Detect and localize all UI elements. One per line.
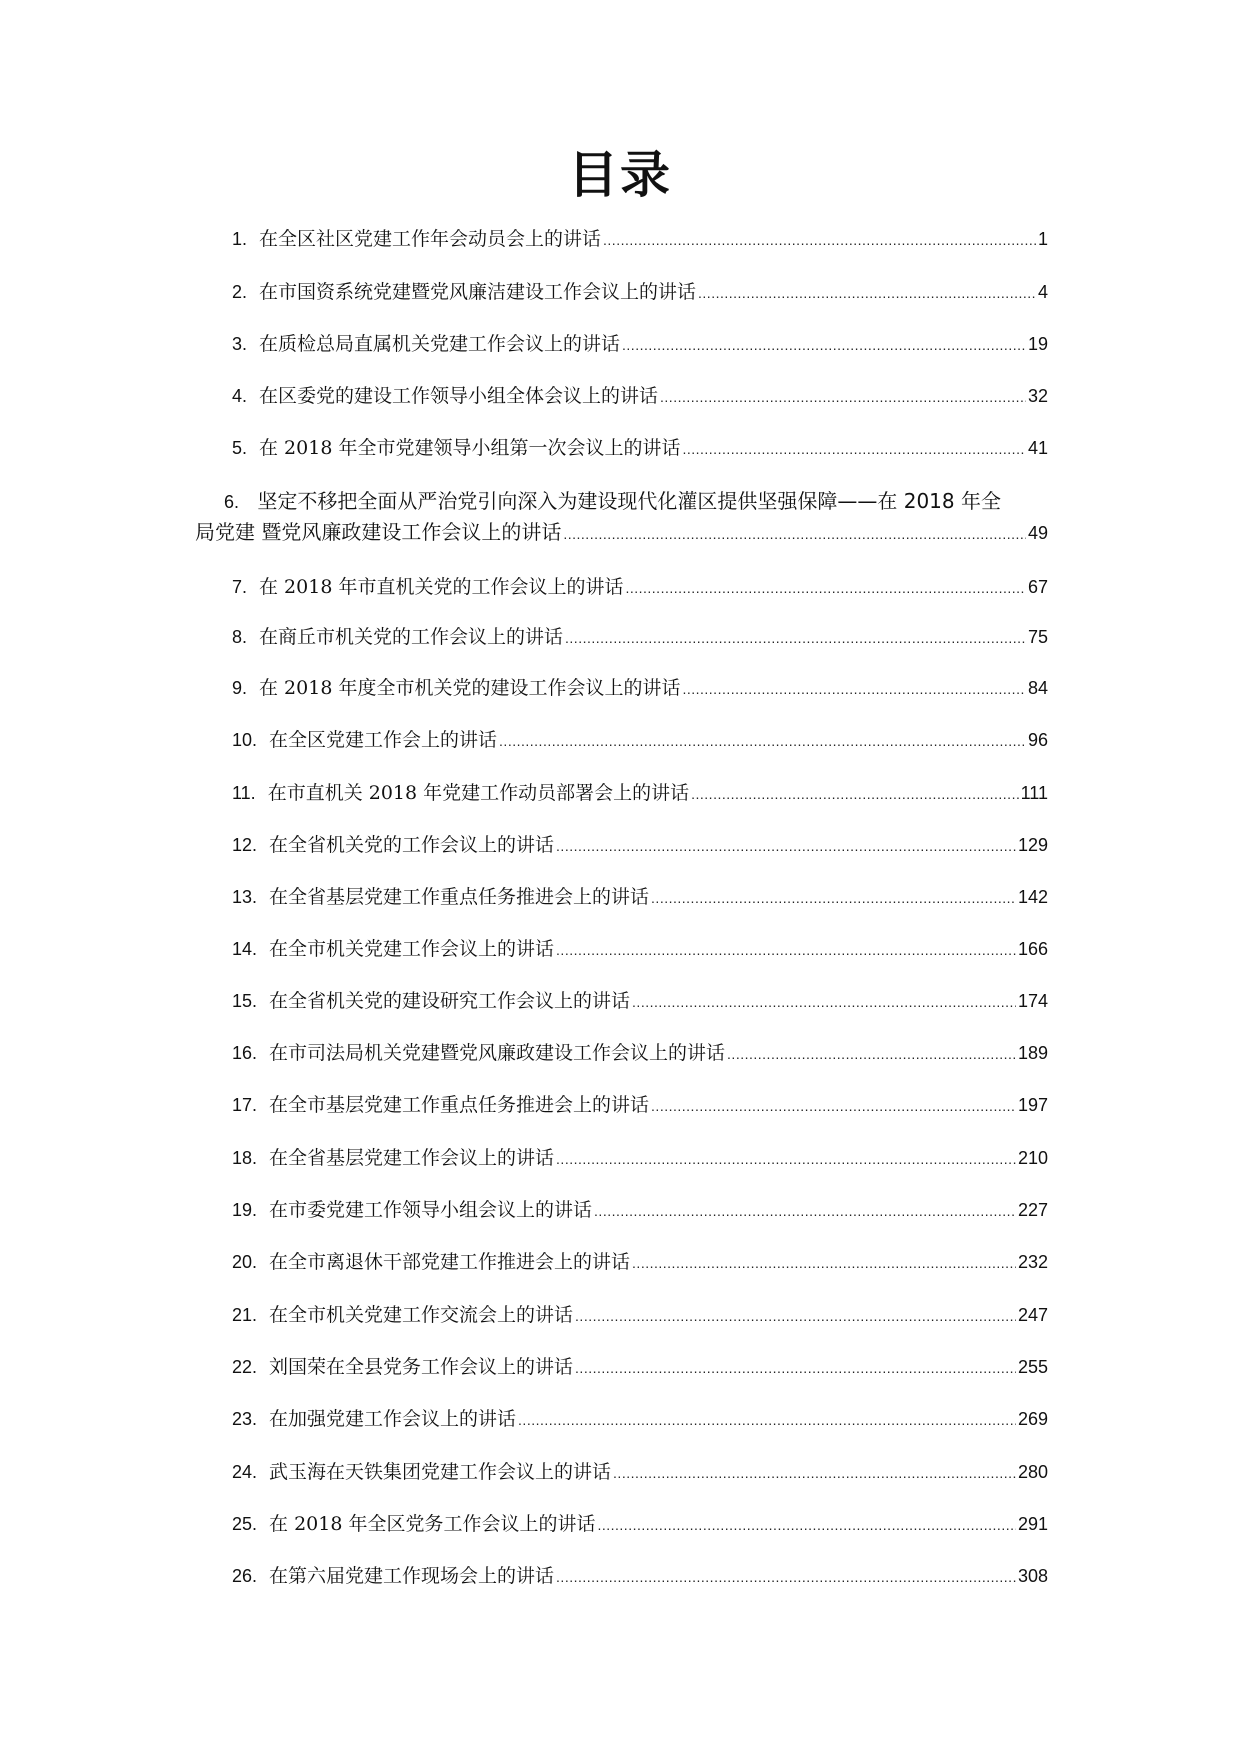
toc-entry-number: 9. (232, 678, 248, 698)
toc-entry-page: 232 (1017, 1252, 1048, 1272)
toc-entry-number: 23. (232, 1409, 258, 1429)
toc-entry-title: 武玉海在天铁集团党建工作会议上的讲话 (269, 1461, 612, 1483)
toc-leader-dots (632, 987, 1016, 1017)
toc-entry-6-line-1 (224, 486, 1001, 517)
toc-entry-20[interactable] (232, 1247, 1048, 1278)
toc-entry-title: 在全区党建工作会上的讲话 (269, 729, 498, 751)
toc-entry-22[interactable] (232, 1352, 1048, 1383)
toc-entry-title-line-2: 局党建 暨党风廉政建设工作会议上的讲话 (195, 520, 562, 544)
toc-entry-title: 在全市机关党建工作会议上的讲话 (269, 938, 555, 960)
toc-entry-number: 2. (232, 282, 248, 302)
toc-entry-10[interactable] (232, 725, 1048, 756)
toc-entry-11[interactable] (232, 778, 1048, 809)
toc-entry-number: 24. (232, 1462, 258, 1482)
toc-entry-number: 25. (232, 1514, 258, 1534)
toc-entry-page: 166 (1017, 939, 1048, 959)
toc-entry-title: 在全市基层党建工作重点任务推进会上的讲话 (269, 1094, 650, 1116)
toc-leader-dots (682, 674, 1026, 704)
toc-entry-26[interactable] (232, 1561, 1048, 1592)
toc-entry-number: 6. (224, 492, 240, 512)
toc-entry-number: 8. (232, 627, 248, 647)
toc-entry-number: 7. (232, 577, 248, 597)
toc-entry-page: 19 (1027, 334, 1048, 354)
toc-entry-16[interactable] (232, 1038, 1048, 1069)
toc-entry-title: 在市委党建工作领导小组会议上的讲话 (269, 1199, 593, 1221)
toc-leader-dots (518, 1405, 1016, 1435)
toc-entry-5[interactable] (232, 433, 1048, 464)
toc-entry-number: 15. (232, 991, 258, 1011)
toc-leader-dots (575, 1301, 1016, 1331)
toc-entry-title: 在全区社区党建工作年会动员会上的讲话 (259, 228, 602, 250)
toc-entry-23[interactable] (232, 1404, 1048, 1435)
toc-entry-number: 14. (232, 939, 258, 959)
toc-entry-page: 142 (1017, 887, 1048, 907)
toc-entry-page: 49 (1027, 523, 1048, 543)
toc-entry-number: 20. (232, 1252, 258, 1272)
toc-leader-dots (597, 1510, 1015, 1540)
toc-entry-page: 269 (1017, 1409, 1048, 1429)
toc-leader-dots (698, 278, 1036, 308)
toc-entry-number: 16. (232, 1043, 258, 1063)
toc-entry-page: 210 (1017, 1148, 1048, 1168)
toc-entry-title: 在全市机关党建工作交流会上的讲话 (269, 1304, 574, 1326)
toc-entry-title: 在 2018 年市直机关党的工作会议上的讲话 (259, 576, 624, 598)
toc-entry-title: 在全省机关党的建设研究工作会议上的讲话 (269, 990, 631, 1012)
toc-entry-number: 19. (232, 1200, 258, 1220)
toc-entry-page: 96 (1027, 730, 1048, 750)
toc-leader-dots (556, 935, 1016, 965)
toc-entry-page: 1 (1037, 229, 1048, 249)
toc-entry-page: 111 (1020, 783, 1048, 803)
toc-entry-title: 在全市离退休干部党建工作推进会上的讲话 (269, 1251, 631, 1273)
toc-entry-page: 32 (1027, 386, 1048, 406)
toc-leader-dots (565, 623, 1026, 653)
toc-entry-page: 41 (1027, 438, 1048, 458)
toc-entry-title: 在市司法局机关党建暨党风廉政建设工作会议上的讲话 (269, 1042, 726, 1064)
toc-leader-dots (625, 573, 1026, 603)
toc-leader-dots (691, 779, 1019, 809)
toc-entry-number: 3. (232, 334, 248, 354)
toc-entry-page: 291 (1017, 1514, 1048, 1534)
toc-leader-dots (660, 382, 1026, 412)
toc-entry-number: 13. (232, 887, 258, 907)
toc-entry-12[interactable] (232, 830, 1048, 861)
toc-entry-page: 174 (1017, 991, 1048, 1011)
toc-entry-number: 12. (232, 835, 258, 855)
toc-entry-page: 227 (1017, 1200, 1048, 1220)
toc-leader-dots (575, 1353, 1016, 1383)
toc-leader-dots (682, 434, 1026, 464)
toc-entry-21[interactable] (232, 1300, 1048, 1331)
toc-leader-dots (556, 831, 1016, 861)
toc-entry-number: 22. (232, 1357, 258, 1377)
toc-leader-dots (563, 519, 1026, 549)
toc-leader-dots (556, 1562, 1016, 1592)
toc-entry-page: 247 (1017, 1305, 1048, 1325)
toc-entry-number: 10. (232, 730, 258, 750)
toc-entry-title: 在 2018 年全区党务工作会议上的讲话 (269, 1513, 596, 1535)
toc-entry-4[interactable] (232, 381, 1048, 412)
toc-entry-title: 在市直机关 2018 年党建工作动员部署会上的讲话 (267, 782, 690, 804)
toc-entry-3[interactable] (232, 329, 1048, 360)
toc-entry-18[interactable] (232, 1143, 1048, 1174)
toc-entry-page: 84 (1027, 678, 1048, 698)
toc-entry-title: 在质检总局直属机关党建工作会议上的讲话 (259, 333, 621, 355)
toc-entry-number: 11. (232, 783, 256, 803)
toc-entry-2[interactable] (232, 277, 1048, 308)
toc-entry-page: 255 (1017, 1357, 1048, 1377)
toc-entry-24[interactable] (232, 1457, 1048, 1488)
toc-entry-page: 129 (1017, 835, 1048, 855)
toc-leader-dots (594, 1196, 1016, 1226)
toc-leader-dots (651, 1091, 1016, 1121)
toc-entry-number: 17. (232, 1095, 258, 1115)
toc-entry-title: 在 2018 年全市党建领导小组第一次会议上的讲话 (259, 437, 681, 459)
toc-entry-number: 5. (232, 438, 248, 458)
toc-entry-number: 4. (232, 386, 248, 406)
toc-entry-19[interactable] (232, 1195, 1048, 1226)
toc-leader-dots (603, 225, 1036, 255)
toc-entry-9[interactable] (232, 673, 1048, 704)
toc-entry-title: 在第六届党建工作现场会上的讲话 (269, 1565, 555, 1587)
toc-entry-page: 189 (1017, 1043, 1048, 1063)
toc-entry-number: 18. (232, 1148, 258, 1168)
toc-entry-25[interactable] (232, 1509, 1048, 1540)
toc-entry-title: 在加强党建工作会议上的讲话 (269, 1408, 517, 1430)
toc-entry-title: 在全省机关党的工作会议上的讲话 (269, 834, 555, 856)
toc-leader-dots (651, 883, 1016, 913)
toc-leader-dots (613, 1458, 1016, 1488)
toc-entry-title: 在商丘市机关党的工作会议上的讲话 (259, 626, 564, 648)
toc-entry-title: 在市国资系统党建暨党风廉洁建设工作会议上的讲话 (259, 281, 697, 303)
toc-entry-15[interactable] (232, 986, 1048, 1017)
toc-entry-number: 21. (232, 1305, 258, 1325)
toc-entry-page: 75 (1027, 627, 1048, 647)
toc-entry-page: 308 (1017, 1566, 1048, 1586)
toc-entry-page: 197 (1017, 1095, 1048, 1115)
toc-entry-page: 4 (1037, 282, 1048, 302)
toc-entry-number: 1. (232, 229, 248, 249)
toc-entry-page: 67 (1027, 577, 1048, 597)
toc-entry-17[interactable] (232, 1090, 1048, 1121)
toc-entry-7[interactable] (232, 572, 1048, 603)
toc-entry-page: 280 (1017, 1462, 1048, 1482)
toc-entry-title: 刘国荣在全县党务工作会议上的讲话 (269, 1356, 574, 1378)
toc-entry-14[interactable] (232, 934, 1048, 965)
toc-entry-number: 26. (232, 1566, 258, 1586)
toc-leader-dots (499, 726, 1026, 756)
toc-entry-6-line-2 (195, 517, 1048, 549)
toc-leader-dots (727, 1039, 1016, 1069)
toc-leader-dots (556, 1144, 1016, 1174)
page-title: 目录 (568, 146, 672, 204)
toc-entry-title: 在全省基层党建工作重点任务推进会上的讲话 (269, 886, 650, 908)
toc-entry-8[interactable] (232, 622, 1048, 653)
toc-leader-dots (622, 330, 1026, 360)
toc-entry-title: 在区委党的建设工作领导小组全体会议上的讲话 (259, 385, 659, 407)
toc-entry-13[interactable] (232, 882, 1048, 913)
toc-leader-dots (632, 1248, 1016, 1278)
toc-entry-1[interactable] (232, 224, 1048, 255)
toc-entry-title: 在全省基层党建工作会议上的讲话 (269, 1147, 555, 1169)
toc-entry-title-line-1: 坚定不移把全面从严治党引向深入为建设现代化灌区提供坚强保障——在 2018 年全 (257, 489, 1001, 513)
toc-entry-title: 在 2018 年度全市机关党的建设工作会议上的讲话 (259, 677, 681, 699)
